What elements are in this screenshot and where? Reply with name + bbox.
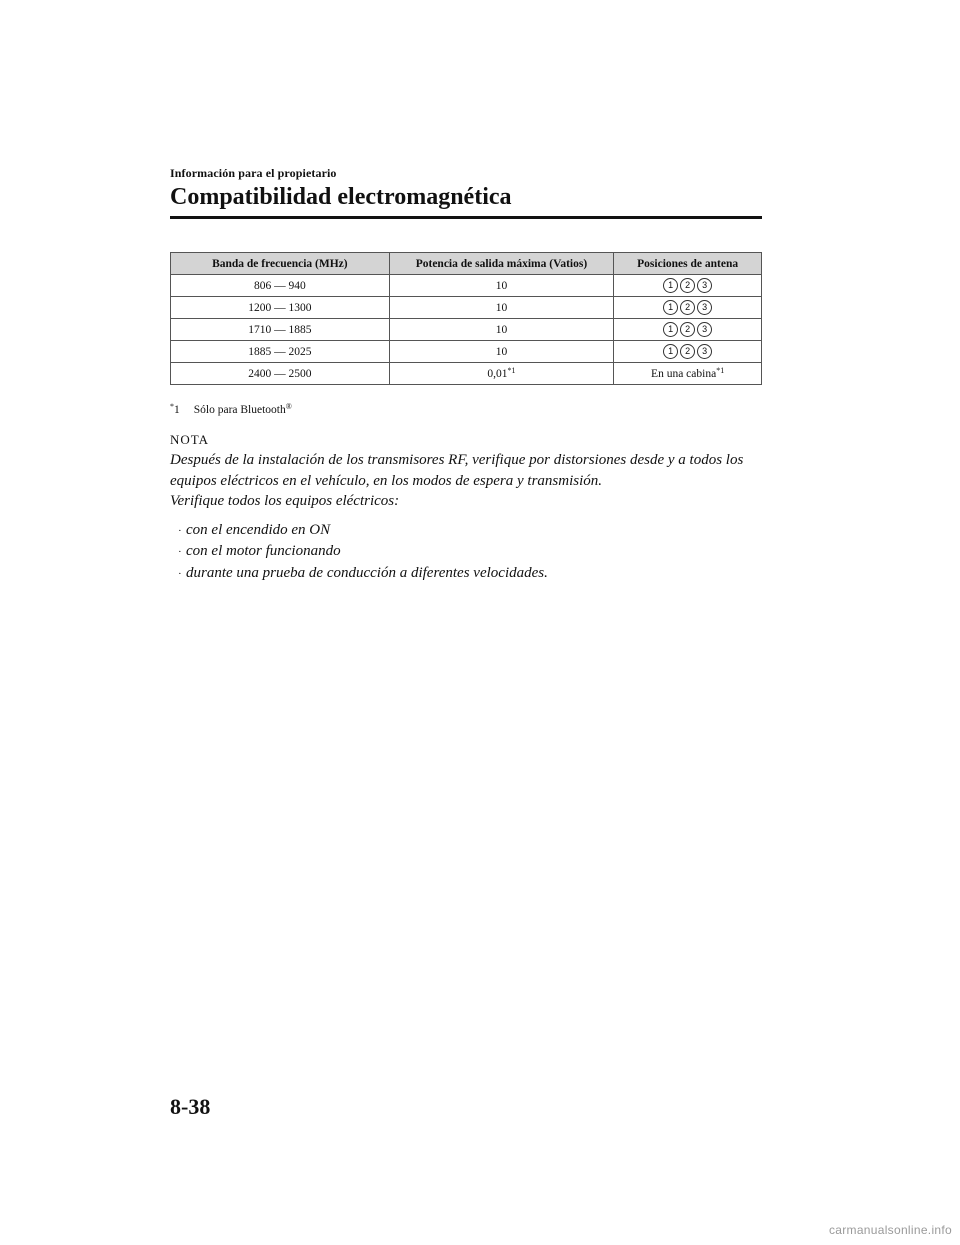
table-header-row (171, 253, 762, 275)
bullet-icon: · (178, 546, 182, 558)
footnote-asterisk: * (170, 402, 174, 411)
band-cell: 1200 ― 1300 (171, 297, 390, 319)
footnote-ref: *1 (507, 365, 516, 375)
note-body (170, 450, 770, 584)
antenna-text: En una cabina (651, 367, 717, 380)
list-item-text: con el encendido en ON (186, 521, 331, 538)
column-header-band: Banda de frecuencia (MHz) (171, 253, 390, 275)
table-row (171, 341, 762, 363)
table-row (171, 319, 762, 341)
circled-number-icon: 1 (663, 322, 678, 337)
antenna-cell (614, 363, 762, 385)
table-row (171, 363, 762, 385)
circled-number-icon: 1 (663, 344, 678, 359)
note-paragraph: Verifique todos los equipos eléctricos: (170, 493, 400, 509)
bullet-icon: · (178, 567, 182, 580)
antenna-cell (614, 319, 762, 341)
circled-number-icon: 3 (697, 322, 712, 337)
power-cell: 10 (389, 319, 614, 341)
list-item (178, 541, 770, 563)
table-row (171, 275, 762, 297)
antenna-cell (614, 341, 762, 363)
circled-number-icon: 2 (680, 344, 695, 359)
antenna-cell (614, 275, 762, 297)
circled-number-icon: 1 (663, 300, 678, 315)
circled-number-icon: 2 (680, 300, 695, 315)
circled-number-icon: 2 (680, 322, 695, 337)
note-heading: NOTA (170, 432, 210, 447)
column-header-antenna: Posiciones de antena (614, 253, 762, 275)
list-item-text: durante una prueba de conducción a diferentes velocidades. (186, 564, 548, 581)
footnote-ref: *1 (716, 365, 725, 375)
bullet-icon: · (178, 524, 182, 537)
list-item (178, 563, 770, 585)
watermark: carmanualsonline.info (828, 1223, 952, 1237)
section-label: Información para el propietario (170, 166, 337, 180)
footnote-text: Sólo para Bluetooth (193, 404, 286, 416)
title-rule (170, 216, 762, 219)
power-cell: 10 (389, 275, 614, 297)
power-cell (389, 363, 614, 385)
registered-symbol: ® (285, 402, 292, 411)
list-item-text: con el motor funcionando (186, 543, 341, 559)
note-bullet-list (170, 520, 770, 585)
circled-number-icon: 3 (697, 344, 712, 359)
band-cell: 1710 ― 1885 (171, 319, 390, 341)
list-item (178, 520, 770, 542)
power-cell: 10 (389, 297, 614, 319)
page-title: Compatibilidad electromagnética (170, 184, 512, 210)
power-value: 0,01 (487, 367, 508, 380)
table-row (171, 297, 762, 319)
page-number: 8-38 (170, 1094, 211, 1119)
footnote (170, 404, 292, 416)
circled-number-icon: 3 (697, 300, 712, 315)
band-cell: 806 ― 940 (171, 275, 390, 297)
band-cell: 1885 ― 2025 (171, 341, 390, 363)
footnote-number: 1 (174, 404, 180, 416)
power-cell: 10 (389, 341, 614, 363)
frequency-table (170, 252, 762, 385)
note-paragraph: Después de la instalación de los transmisores RF, verifique por distorsiones desde y a todos los equipos eléctricos en el vehículo, en los modos de espera y transmisión. (170, 452, 744, 489)
antenna-cell (614, 297, 762, 319)
band-cell: 2400 ― 2500 (171, 363, 390, 385)
circled-number-icon: 3 (697, 278, 712, 293)
circled-number-icon: 2 (680, 278, 695, 293)
column-header-power: Potencia de salida máxima (Vatios) (389, 253, 614, 275)
circled-number-icon: 1 (663, 278, 678, 293)
